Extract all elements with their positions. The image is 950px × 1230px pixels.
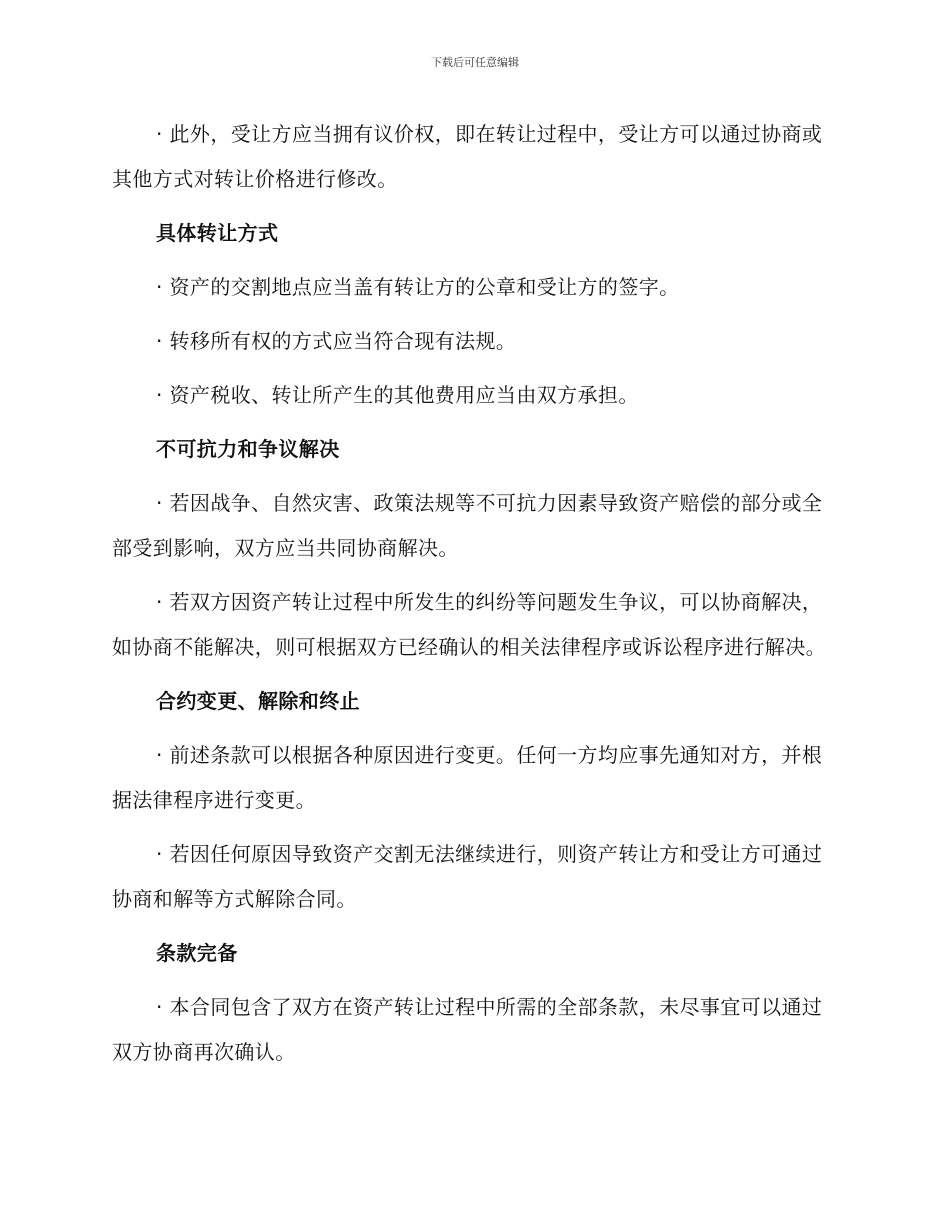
document-body	[112, 112, 836, 1084]
paragraph-force-majeure: · 若因战争、自然灾害、政策法规等不可抗力因素导致资产赔偿的部分或全部受到影响，双方应当共同协商解决。	[112, 491, 823, 560]
section-heading-amendment: 合约变更、解除和终止	[156, 689, 360, 713]
paragraph-taxes-fees: · 资产税收、转让所产生的其他费用应当由双方承担。	[156, 383, 639, 407]
section-heading-force-majeure: 不可抗力和争议解决	[156, 437, 340, 461]
paragraph-delivery-location: · 资产的交割地点应当盖有转让方的公章和受让方的签字。	[156, 275, 680, 299]
section-heading-completeness: 条款完备	[156, 941, 238, 965]
paragraph-bargaining-right: · 此外，受让方应当拥有议价权，即在转让过程中，受让方可以通过协商或其他方式对转让价格进行修改。	[112, 122, 823, 191]
header-note: 下载后可任意编辑	[431, 56, 519, 69]
section-heading-transfer-method: 具体转让方式	[156, 221, 279, 245]
paragraph-ownership-transfer: · 转移所有权的方式应当符合现有法规。	[156, 329, 517, 353]
paragraph-amendment: · 前述条款可以根据各种原因进行变更。任何一方均应事先通知对方，并根据法律程序进行变更。	[112, 743, 823, 812]
paragraph-dispute-resolution: · 若双方因资产转让过程中所发生的纠纷等问题发生争议，可以协商解决，如协商不能解决，则可根据双方已经确认的相关法律程序或诉讼程序进行解决。	[112, 590, 826, 659]
paragraph-termination: · 若因任何原因导致资产交割无法继续进行，则资产转让方和受让方可通过协商和解等方式解除合同。	[112, 842, 823, 911]
paragraph-completeness: · 本合同包含了双方在资产转让过程中所需的全部条款，未尽事宜可以通过双方协商再次确认。	[112, 995, 823, 1064]
